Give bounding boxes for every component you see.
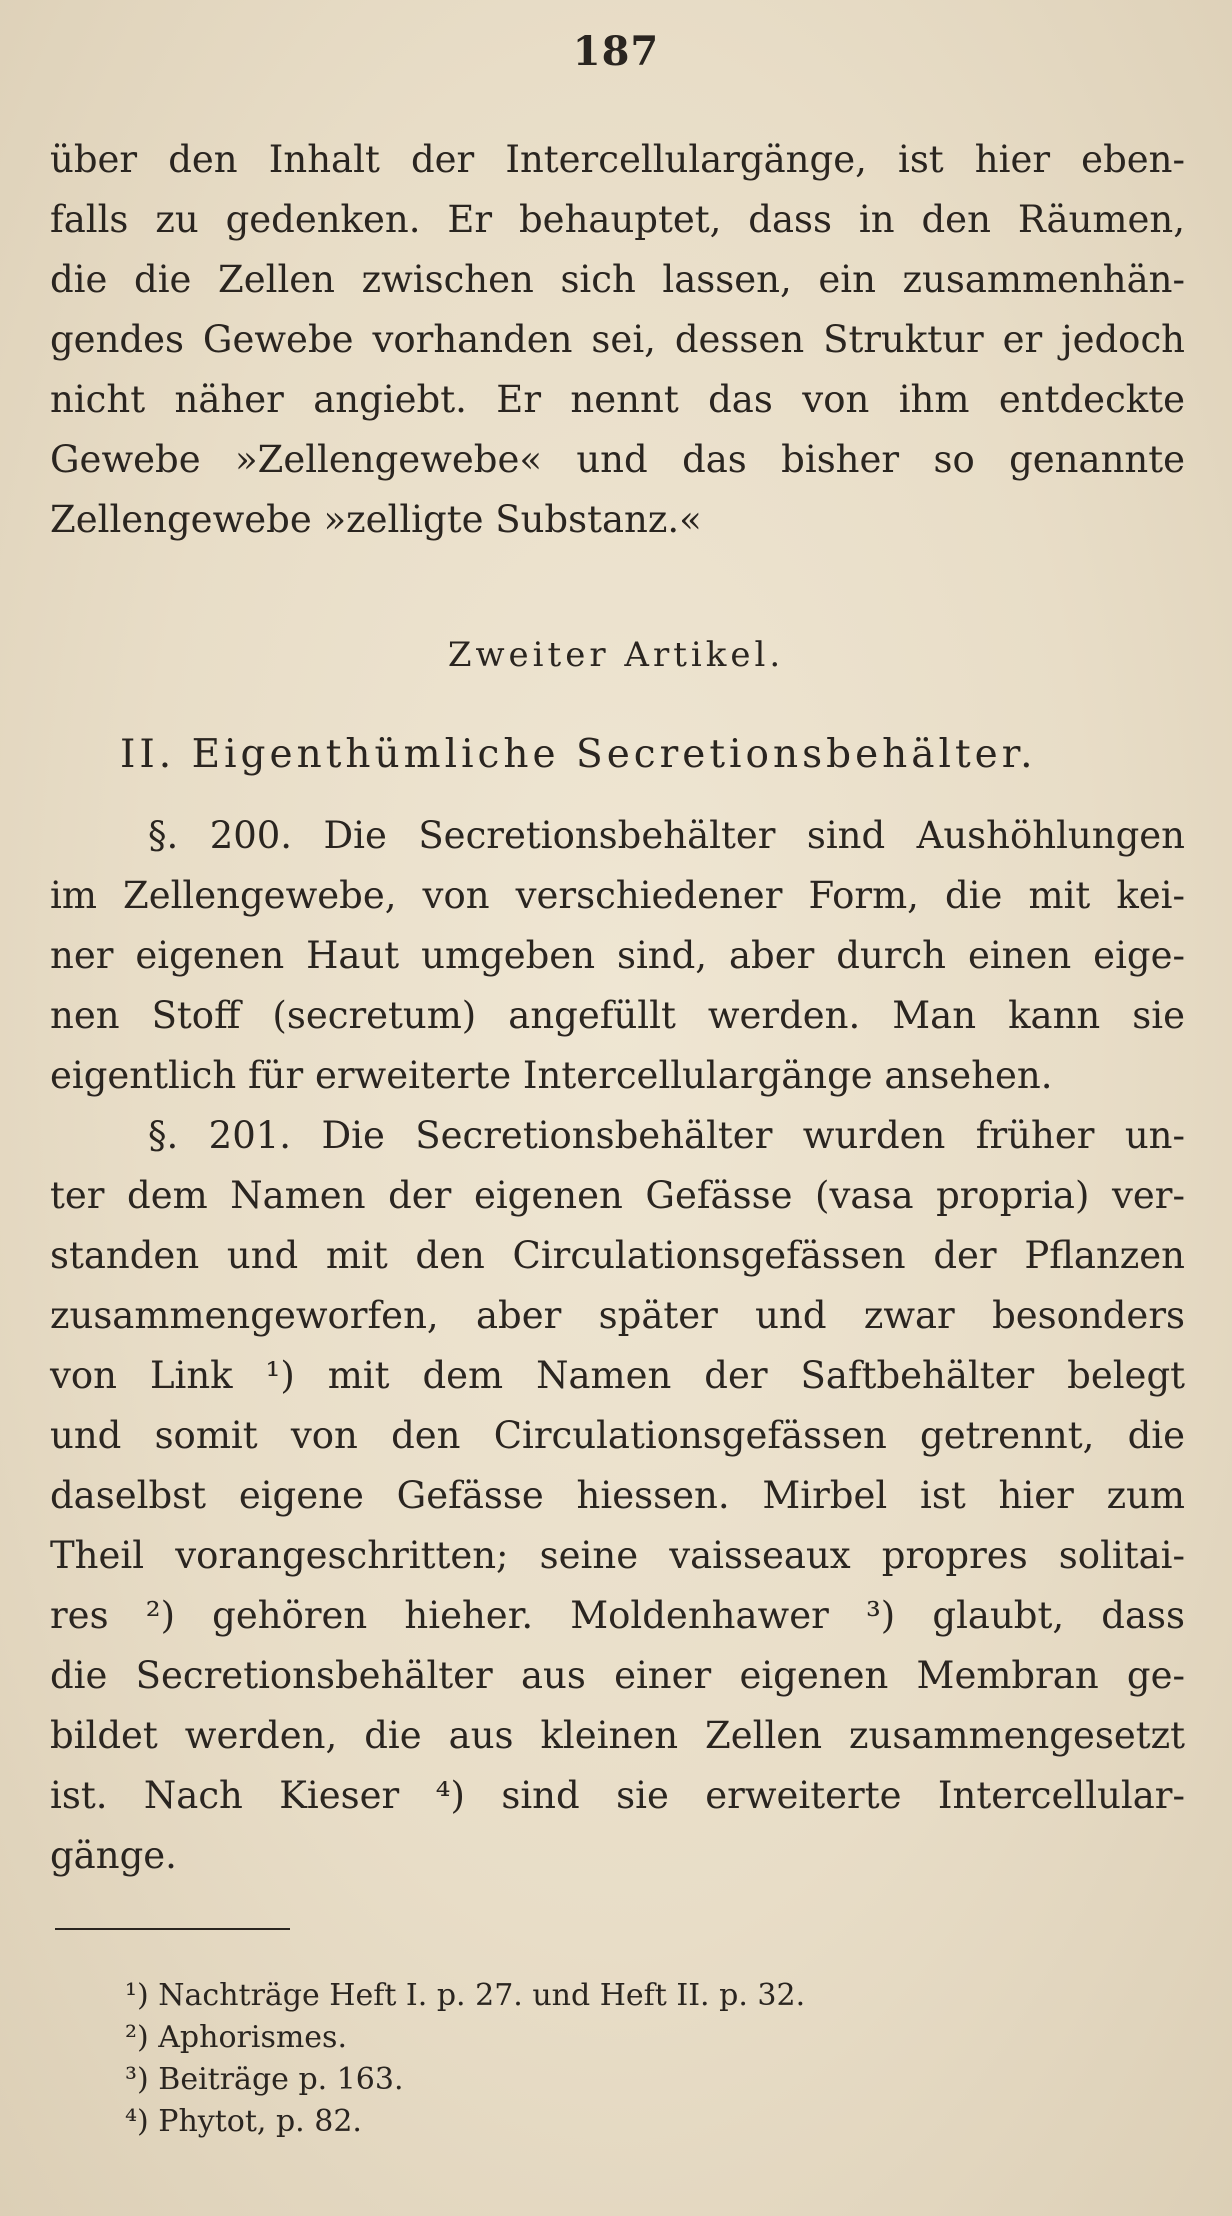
- text-line: zusammengeworfen, aber später und zwar besonders: [50, 1294, 1185, 1337]
- text-line: und somit von den Circulationsgefässen getrennt, die: [50, 1414, 1185, 1457]
- text-line: §. 201. Die Secretionsbehälter wurden früher un-: [148, 1114, 1185, 1157]
- article-heading: Zweiter Artikel.: [447, 635, 785, 675]
- text-line: res ²) gehören hieher. Moldenhawer ³) glaubt, dass: [50, 1594, 1185, 1637]
- text-line: im Zellengewebe, von verschiedener Form, die mit kei-: [50, 874, 1185, 917]
- text-line: falls zu gedenken. Er behauptet, dass in den Räumen,: [50, 198, 1185, 241]
- text-line: nen Stoff (secretum) angefüllt werden. Man kann sie: [50, 994, 1185, 1037]
- text-line: Gewebe »Zellengewebe« und das bisher so genannte: [50, 438, 1185, 481]
- text-line: gendes Gewebe vorhanden sei, dessen Struktur er jedoch: [50, 318, 1185, 361]
- paragraph-section-200: [50, 806, 1185, 1106]
- text-line: die Secretionsbehälter aus einer eigenen Membran ge-: [50, 1654, 1185, 1697]
- text-line: gänge.: [50, 1834, 177, 1877]
- text-line: ner eigenen Haut umgeben sind, aber durch einen eige-: [50, 934, 1185, 977]
- footnote: ³) Beiträge p. 163.: [125, 2062, 404, 2097]
- text-line: ist. Nach Kieser ⁴) sind sie erweiterte Intercellular-: [50, 1774, 1185, 1817]
- text-line: ter dem Namen der eigenen Gefässe (vasa propria) ver-: [50, 1174, 1185, 1217]
- text-line: Theil vorangeschritten; seine vaisseaux propres solitai-: [50, 1534, 1185, 1577]
- text-line: bildet werden, die aus kleinen Zellen zusammengesetzt: [50, 1714, 1185, 1757]
- text-line: eigentlich für erweiterte Intercellulargänge ansehen.: [50, 1054, 1053, 1097]
- text-line: nicht näher angiebt. Er nennt das von ihm entdeckte: [50, 378, 1185, 421]
- text-line: die die Zellen zwischen sich lassen, ein zusammenhän-: [50, 258, 1185, 301]
- paragraph-intercellular: [50, 130, 1185, 550]
- text-line: Zellengewebe »zelligte Substanz.«: [50, 498, 702, 541]
- paragraph-section-201: [50, 1106, 1185, 1886]
- text-line: §. 200. Die Secretionsbehälter sind Aushöhlungen: [148, 814, 1185, 857]
- section-heading: II. Eigenthümliche Secretionsbehälter.: [120, 732, 1037, 777]
- text-line: von Link ¹) mit dem Namen der Saftbehälter belegt: [50, 1354, 1185, 1397]
- text-line: standen und mit den Circulationsgefässen der Pflanzen: [50, 1234, 1185, 1277]
- footnote-divider: [55, 1928, 290, 1930]
- text-line: über den Inhalt der Intercellulargänge, ist hier eben-: [50, 138, 1185, 181]
- footnote: ¹) Nachträge Heft I. p. 27. und Heft II. p. 32.: [125, 1978, 806, 2013]
- page-number: 187: [572, 28, 660, 75]
- text-line: daselbst eigene Gefässe hiessen. Mirbel ist hier zum: [50, 1474, 1185, 1517]
- footnote: ²) Aphorismes.: [125, 2020, 347, 2055]
- footnote: ⁴) Phytot, p. 82.: [125, 2104, 362, 2139]
- footnotes: [125, 1975, 1125, 2143]
